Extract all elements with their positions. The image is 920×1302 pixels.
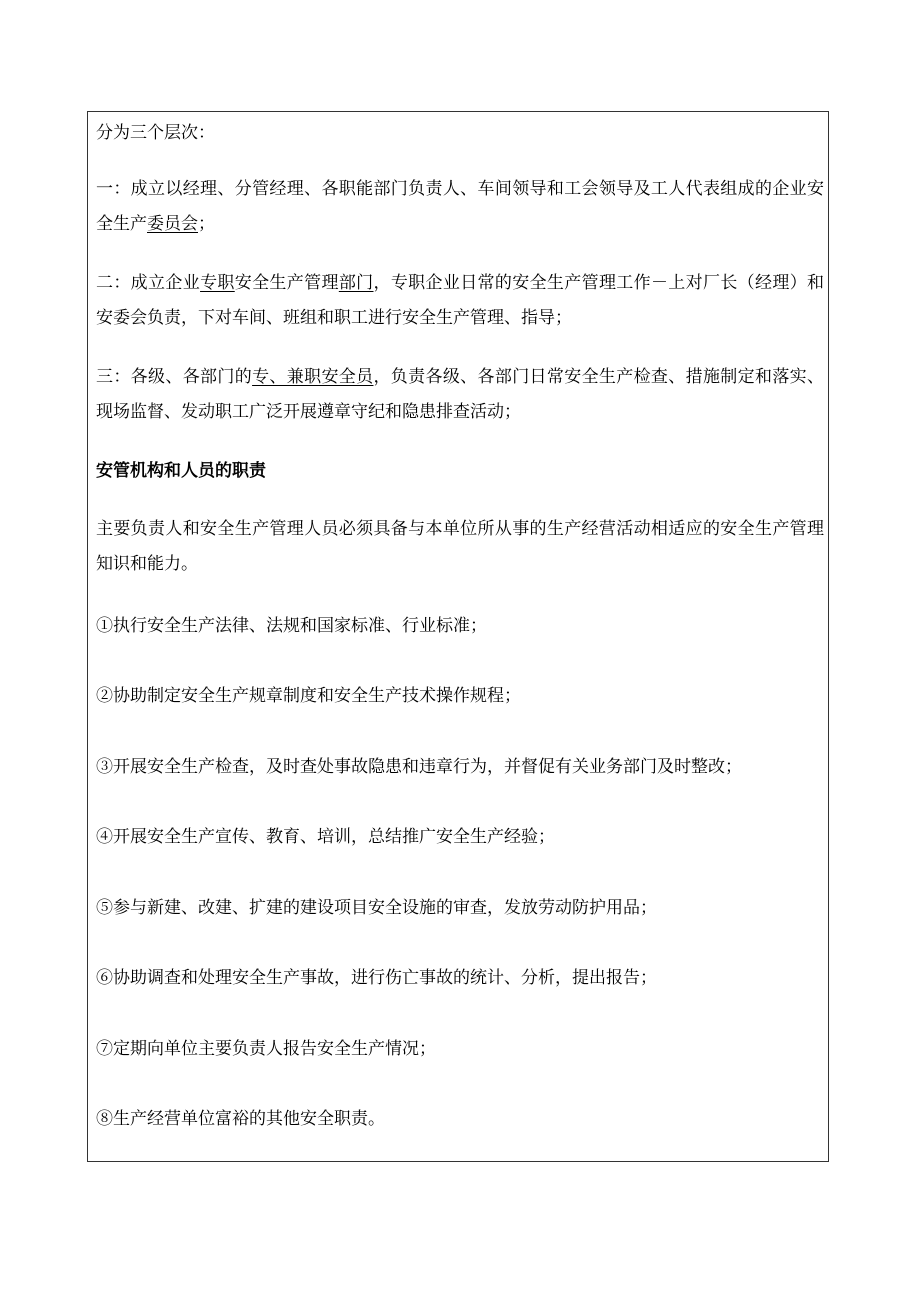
section-heading: 安管机构和人员的职责 [96,461,266,481]
level-three-text-a: 三：各级、各部门的 [96,367,253,387]
duty-item-4: ④开展安全生产宣传、教育、培训，总结推广安全生产经验； [96,827,555,847]
duty-item-1: ①执行安全生产法律、法规和国家标准、行业标准； [96,616,487,636]
department-term: 部门 [338,273,374,293]
level-one-end: ； [198,214,215,234]
fulltime-term: 专职 [200,273,235,293]
level-two-text-c: ，专职企业日常的安全生产管理工作－上对厂长（经理）和安委会负责，下对车间、班组和职工进行安全生产管理、指导； [96,273,825,328]
duty-item-2: ②协助制定安全生产规章制度和安全生产技术操作规程； [96,686,521,706]
duty-item-8: ⑧生产经营单位富裕的其他安全职责。 [96,1109,385,1129]
level-two-paragraph [96,266,824,336]
level-two-text-a: 二：成立企业 [96,273,201,293]
intro-text: 分为三个层次： [96,123,215,143]
duty-item-5: ⑤参与新建、改建、扩建的建设项目安全设施的审查，发放劳动防护用品； [96,898,657,918]
duty-item-3: ③开展安全生产检查，及时查处事故隐患和违章行为，并督促有关业务部门及时整改； [96,757,742,777]
safety-officer-term: 专、兼职安全员 [252,367,374,387]
committee-term: 委员会 [147,214,198,234]
level-one-paragraph [96,172,824,242]
duty-item-6: ⑥协助调查和处理安全生产事故，进行伤亡事故的统计、分析，提出报告； [96,968,657,988]
level-one-text: 一：成立以经理、分管经理、各职能部门负责人、车间领导和工会领导及工人代表组成的企业安全生产 [96,179,824,234]
level-three-text-b: ，负责各级、各部门日常安全生产检查、措施制定和落实、现场监督、发动职工广泛开展遵章守纪和隐患排查活动； [96,367,825,422]
level-two-text-b: 安全生产管理 [234,273,339,293]
duty-item-7: ⑦定期向单位主要负责人报告安全生产情况； [96,1039,436,1059]
document-frame [87,111,829,1162]
section-intro: 主要负责人和安全生产管理人员必须具备与本单位所从事的生产经营活动相适应的安全生产管理知识和能力。 [96,519,824,574]
level-three-paragraph [96,360,824,430]
